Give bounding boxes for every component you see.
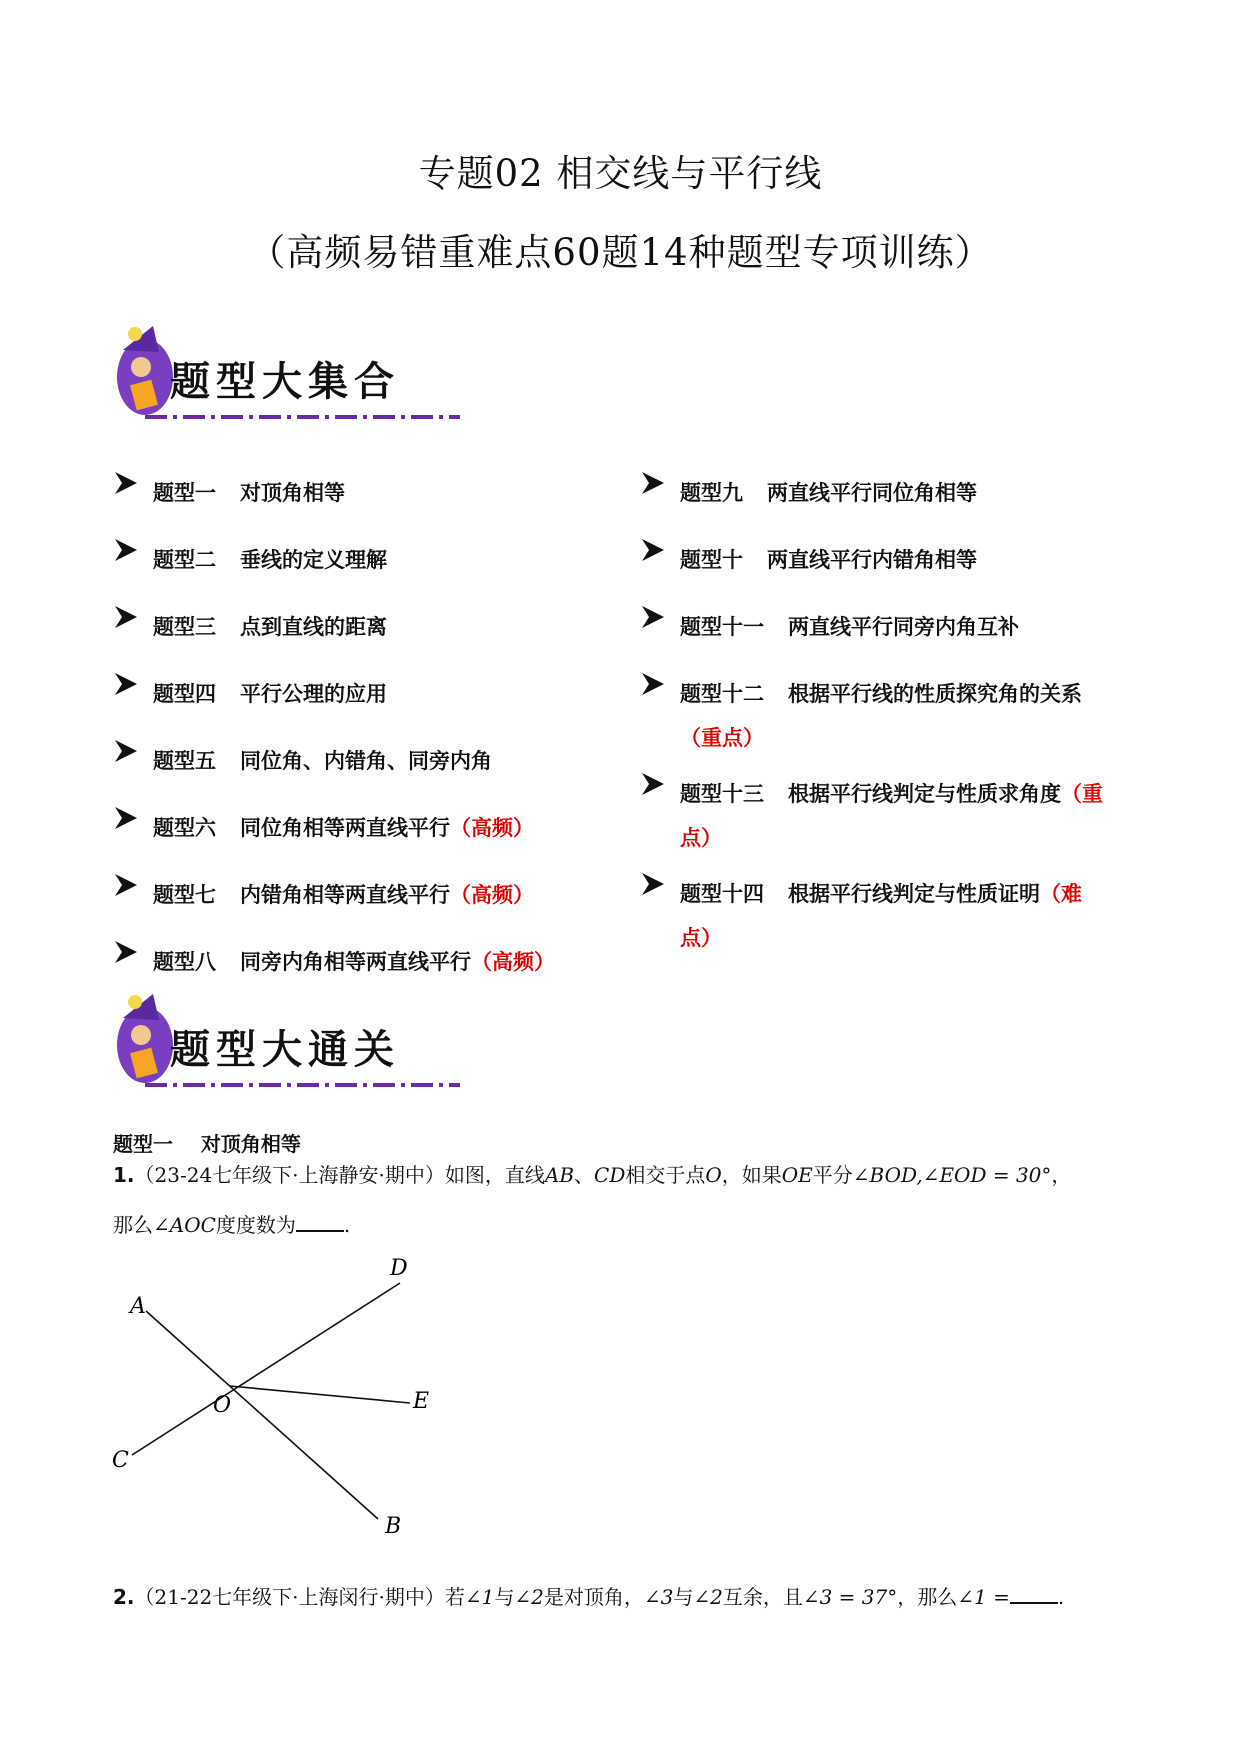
question-type-list-left: [113, 468, 555, 1004]
banner-title: 题型大集合: [170, 358, 400, 405]
question-type-text: [153, 602, 555, 652]
question-type-text: [153, 669, 555, 719]
difficulty-tag: （难: [1040, 882, 1082, 906]
arrow-bullet-icon: [113, 604, 139, 630]
banner-title: 题型大通关: [170, 1026, 400, 1073]
question-type-title: 根据平行线判定与性质证明: [788, 882, 1040, 906]
question-type-title: 同旁内角相等两直线平行: [240, 950, 471, 974]
label-a: A: [130, 1294, 146, 1319]
question-text: ，那么: [897, 1585, 958, 1609]
question-text: .: [343, 1213, 351, 1237]
math-expr: ∠1 =: [957, 1585, 1010, 1609]
difficulty-tag: （重点）: [680, 726, 764, 750]
answer-blank[interactable]: [1010, 1584, 1058, 1604]
difficulty-tag: （高频）: [450, 816, 534, 840]
question-text: 互余，且: [722, 1585, 803, 1609]
question-number: 2.: [113, 1585, 135, 1609]
question-type-text: [153, 870, 555, 920]
question-text: 度度数为: [215, 1213, 296, 1237]
question-type-text: [153, 535, 555, 585]
question-type-list-right: [640, 468, 1160, 969]
question-type-item: [113, 669, 555, 736]
arrow-bullet-icon: [640, 671, 666, 697]
arrow-bullet-icon: [113, 738, 139, 764]
question-type-text: [680, 669, 1160, 769]
question-type-item: [640, 769, 1160, 869]
question-type-text: [680, 468, 1160, 518]
question-text: 那么: [113, 1213, 153, 1237]
question-text: 若: [444, 1585, 465, 1609]
label-o: O: [213, 1393, 232, 1418]
label-d: D: [390, 1256, 408, 1281]
math-expr: ∠BOD,∠EOD = 30°: [852, 1163, 1052, 1187]
question-text: ，如果: [721, 1163, 782, 1187]
question-type-item: [113, 870, 555, 937]
math-expr: ∠3: [643, 1585, 674, 1609]
question-type-label: 题型一: [153, 481, 216, 505]
difficulty-tag: （重: [1061, 782, 1103, 806]
question-type-text: [680, 869, 1160, 969]
question-type-title: 两直线平行同旁内角互补: [788, 615, 1019, 639]
math-expr: ∠3 = 37°: [802, 1585, 898, 1609]
question-type-item: [113, 736, 555, 803]
arrow-bullet-icon: [640, 771, 666, 797]
question-type-label: 题型十四: [680, 882, 764, 906]
arrow-bullet-icon: [113, 470, 139, 496]
question-number: 1.: [113, 1163, 135, 1187]
question-type-title: 点到直线的距离: [240, 615, 387, 639]
question-type-title: 同位角相等两直线平行: [240, 816, 450, 840]
question-type-text: [153, 736, 555, 786]
label-c: C: [112, 1448, 129, 1473]
arrow-bullet-icon: [113, 805, 139, 831]
banner-question-types: [105, 322, 465, 432]
question-text: ，: [1051, 1163, 1072, 1187]
question-type-item: [640, 468, 1160, 535]
question-type-item: [113, 803, 555, 870]
question-type-title: 对顶角相等: [240, 481, 345, 505]
question-type-label: 题型二: [153, 548, 216, 572]
math-expr: ∠AOC: [153, 1213, 216, 1237]
question-type-text: [153, 468, 555, 518]
section-heading: 题型一 对顶角相等: [113, 1132, 301, 1156]
question-type-item: [113, 535, 555, 602]
label-b: B: [385, 1514, 402, 1539]
question-text: 平分: [812, 1163, 853, 1187]
question-type-title: 同位角、内错角、同旁内角: [240, 749, 492, 773]
arrow-bullet-icon: [640, 604, 666, 630]
question-type-text: [153, 937, 555, 987]
answer-blank[interactable]: [296, 1212, 344, 1232]
difficulty-tag: （高频）: [471, 950, 555, 974]
question-type-label: 题型十三: [680, 782, 764, 806]
arrow-bullet-icon: [113, 671, 139, 697]
question-type-label: 题型九: [680, 481, 743, 505]
question-type-label: 题型七: [153, 883, 216, 907]
question-type-label: 题型十: [680, 548, 743, 572]
page-title: 专题02 相交线与平行线: [418, 152, 823, 195]
question-type-text: [680, 602, 1160, 652]
question-type-item: [640, 535, 1160, 602]
question-text: 如图，直线: [444, 1163, 545, 1187]
question-1-line2: [113, 1210, 350, 1240]
math-expr: ∠1: [464, 1585, 495, 1609]
math-expr: CD: [594, 1163, 626, 1187]
question-type-title: 根据平行线判定与性质求角度: [788, 782, 1061, 806]
arrow-bullet-icon: [113, 537, 139, 563]
difficulty-tag: 点）: [680, 926, 722, 950]
page-subtitle: （高频易错重难点60题14种题型专项训练）: [248, 231, 993, 274]
math-expr: OE: [781, 1163, 813, 1187]
question-1: [113, 1160, 1143, 1190]
question-type-title: 平行公理的应用: [240, 682, 387, 706]
question-type-label: 题型十一: [680, 615, 764, 639]
question-type-item: [113, 468, 555, 535]
arrow-bullet-icon: [640, 470, 666, 496]
question-source: （21-22七年级下·上海闵行·期中）: [134, 1585, 445, 1609]
math-expr: ∠2: [514, 1585, 544, 1609]
question-2: [113, 1582, 1143, 1612]
question-type-label: 题型四: [153, 682, 216, 706]
question-text: 、: [574, 1163, 595, 1187]
question-type-label: 题型十二: [680, 682, 764, 706]
question-text: 与: [673, 1585, 694, 1609]
question-type-label: 题型三: [153, 615, 216, 639]
geometry-figure: [110, 1255, 470, 1545]
question-type-text: [153, 803, 555, 853]
difficulty-tag: （高频）: [450, 883, 534, 907]
math-expr: O: [705, 1163, 722, 1187]
arrow-bullet-icon: [113, 939, 139, 965]
question-type-item: [640, 602, 1160, 669]
line-cd: [132, 1283, 400, 1455]
question-type-title: 两直线平行内错角相等: [767, 548, 977, 572]
arrow-bullet-icon: [640, 537, 666, 563]
line-ab: [146, 1311, 378, 1519]
question-text: 是对顶角，: [543, 1585, 644, 1609]
question-type-title: 垂线的定义理解: [240, 548, 387, 572]
question-type-label: 题型五: [153, 749, 216, 773]
question-type-item: [640, 869, 1160, 969]
math-expr: ∠2: [693, 1585, 723, 1609]
arrow-bullet-icon: [640, 871, 666, 897]
question-type-title: 内错角相等两直线平行: [240, 883, 450, 907]
question-type-label: 题型八: [153, 950, 216, 974]
question-type-text: [680, 535, 1160, 585]
math-expr: AB: [544, 1163, 575, 1187]
question-source: （23-24七年级下·上海静安·期中）: [134, 1163, 445, 1187]
difficulty-tag: 点）: [680, 826, 722, 850]
question-text: 与: [494, 1585, 515, 1609]
question-type-title: 两直线平行同位角相等: [767, 481, 977, 505]
question-text: 相交于点: [625, 1163, 706, 1187]
banner-practice: [105, 990, 465, 1100]
question-type-item: [640, 669, 1160, 769]
question-text: .: [1057, 1585, 1065, 1609]
question-type-title: 根据平行线的性质探究角的关系: [788, 682, 1082, 706]
question-type-text: [680, 769, 1160, 869]
arrow-bullet-icon: [113, 872, 139, 898]
ray-oe: [230, 1386, 410, 1403]
question-type-label: 题型六: [153, 816, 216, 840]
question-type-item: [113, 602, 555, 669]
label-e: E: [413, 1389, 430, 1414]
